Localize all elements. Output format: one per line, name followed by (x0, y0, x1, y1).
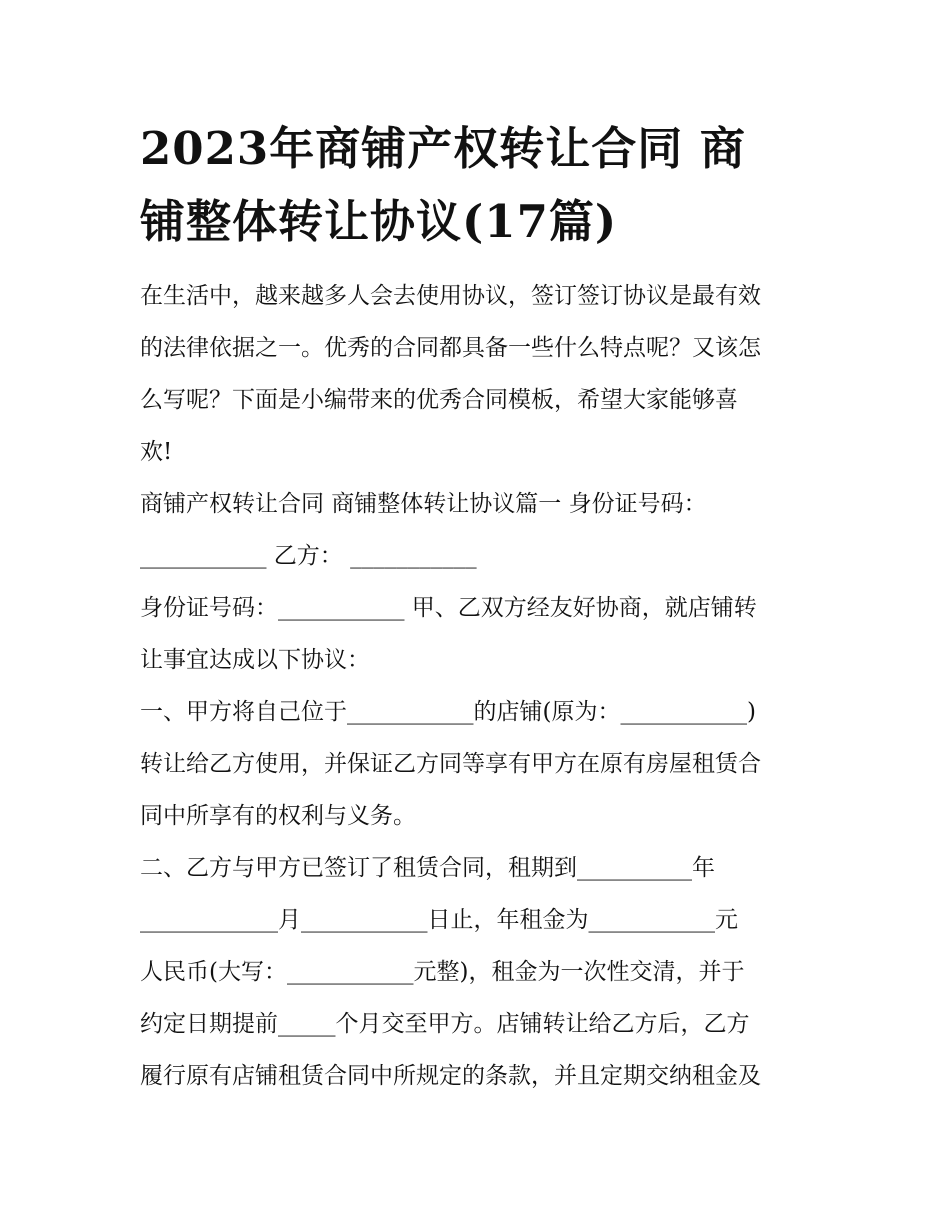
body-line: 么写呢？下面是小编带来的优秀合同模板，希望大家能够喜 (140, 387, 738, 413)
body-line: 二、乙方与甲方已签订了租赁合同，租期到__________年 (140, 855, 715, 881)
document-title (140, 112, 812, 258)
title-line-2: 铺整体转让协议(17篇) (140, 195, 618, 248)
body-line: ____________月___________日止，年租金为___________元 (140, 907, 738, 933)
body-line: 身份证号码：___________ 甲、乙双方经友好协商，就店铺转 (140, 595, 757, 621)
body-line: 的法律依据之一。优秀的合同都具备一些什么特点呢？又该怎 (140, 335, 761, 361)
body-line: 让事宜达成以下协议： (140, 647, 370, 673)
body-line: 在生活中，越来越多人会去使用协议，签订签订协议是最有效 (140, 283, 761, 309)
body-line: 约定日期提前_____个月交至甲方。店铺转让给乙方后，乙方 (140, 1011, 750, 1037)
body-line: 人民币(大写：___________元整)，租金为一次性交清，并于 (140, 959, 745, 985)
body-line: 转让给乙方使用，并保证乙方同等享有甲方在原有房屋租赁合 (140, 751, 761, 777)
document-body (140, 270, 812, 1102)
body-line: ___________ 乙方： ___________ (140, 543, 477, 569)
body-line: 商铺产权转让合同 商铺整体转让协议篇一 身份证号码： (140, 491, 707, 517)
body-line: 履行原有店铺租赁合同中所规定的条款，并且定期交纳租金及 (140, 1063, 761, 1089)
body-line: 欢! (140, 439, 173, 465)
body-line: 同中所享有的权利与义务。 (140, 803, 416, 829)
document-page (140, 112, 812, 1102)
title-line-1: 2023年商铺产权转让合同 商 (140, 122, 746, 175)
body-line: 一、甲方将自己位于___________的店铺(原为：___________) (140, 699, 756, 725)
